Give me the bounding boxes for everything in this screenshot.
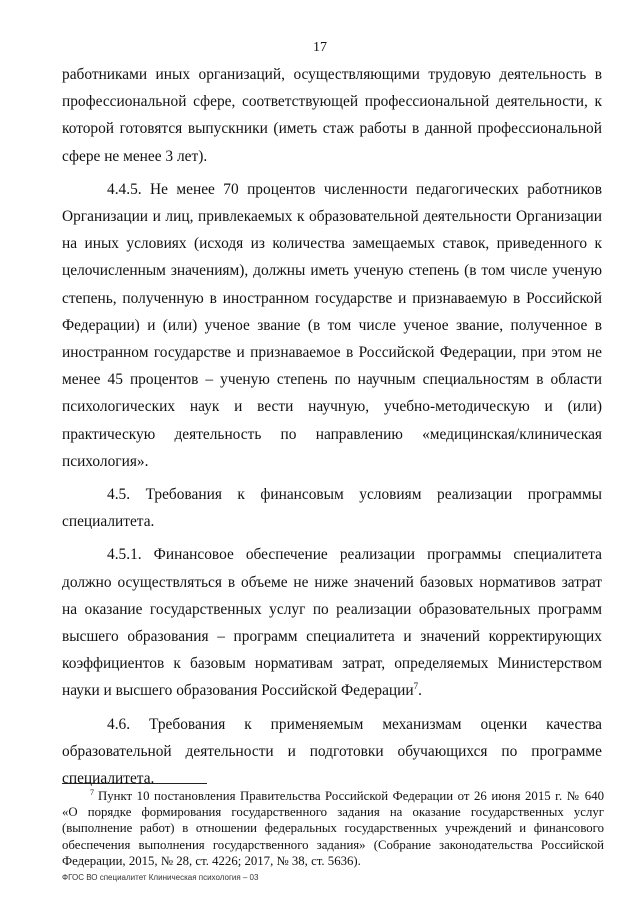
paragraph-4-5: 4.5. Требования к финансовым условиям реализации программы специалитета. [62, 486, 602, 531]
paragraph-4-6: 4.6. Требования к применяемым механизмам оценки качества образовательной деятельности и подготовки обучающихся по программе специалитета. [62, 715, 602, 788]
paragraph-4-4-5: 4.4.5. Не менее 70 процентов численности педагогических работников Организации и лиц, привлекаемых к образовательной деятельности Организации на иных условиях (исходя из количества замещаемых ставок, приведенного к целочисленным значениям), должны иметь ученую степень (в том числе ученую степень, полученную в иностранном государстве и признаваемую в Российской Федерации) и (или) ученое звание (в том числе ученое звание, полученное в иностранном государстве и признаваемое в Российской Федерации, при этом не менее 45 процентов – ученую степень по научным специальностям в области психологических наук и вести научную, учебно-методическую и (или) практическую деятельность по направлению «медицинская/клиническая психология». [62, 180, 602, 470]
document-body [62, 61, 602, 792]
paragraph-4-5-1: 4.5.1. Финансовое обеспечение реализации программы специалитета должно осуществляться в объеме не ниже значений базовых нормативов затрат на оказание государственных услуг по реализации образовательных программ высшего образования – программ специалитета и значений корректирующих коэффициентов к базовым нормативам затрат, определяемых Министерством науки и высшего образования Российской Федерации$^7$. [62, 546, 602, 700]
footnote-reference[interactable]: 7 [413, 681, 419, 692]
footnote [62, 788, 604, 869]
paragraph-4-5-1-text: 4.5.1. Финансовое обеспечение реализации программы специалитета должно осуществляться в объеме не ниже значений базовых нормативов затрат на оказание государственных услуг по реализации образовательных программ высшего образования – программ специалитета и значений корректирующих коэффициентов к базовым нормативам затрат, определяемых Министерством науки и высшего образования Российской Федерации [62, 546, 602, 700]
paragraph-continuation: работниками иных организаций, осуществляющими трудовую деятельность в профессиональной сфере, соответствующей профессиональной деятельности, к которой готовятся выпускники (иметь стаж работы в данной профессиональной сфере не менее 3 лет). [62, 66, 602, 165]
page-number: 17 [313, 40, 327, 55]
footnote-divider [62, 783, 207, 784]
document-footer: ФГОС ВО специалитет Клиническая психология – 03 [62, 873, 259, 882]
footnote-marker: 7 [90, 787, 94, 797]
footnote-text: Пункт 10 постановления Правительства Российской Федерации от 26 июня 2015 г. № 640 «О порядке формирования государственного задания на оказание государственных услуг (выполнение работ) в отношении федеральных государственных учреждений и финансового обеспечения выполнения государственного задания» (Собрание законодательства Российской Федерации, 2015, № 28, ст. 4226; 2017, № 38, ст. 5636). [62, 789, 604, 868]
